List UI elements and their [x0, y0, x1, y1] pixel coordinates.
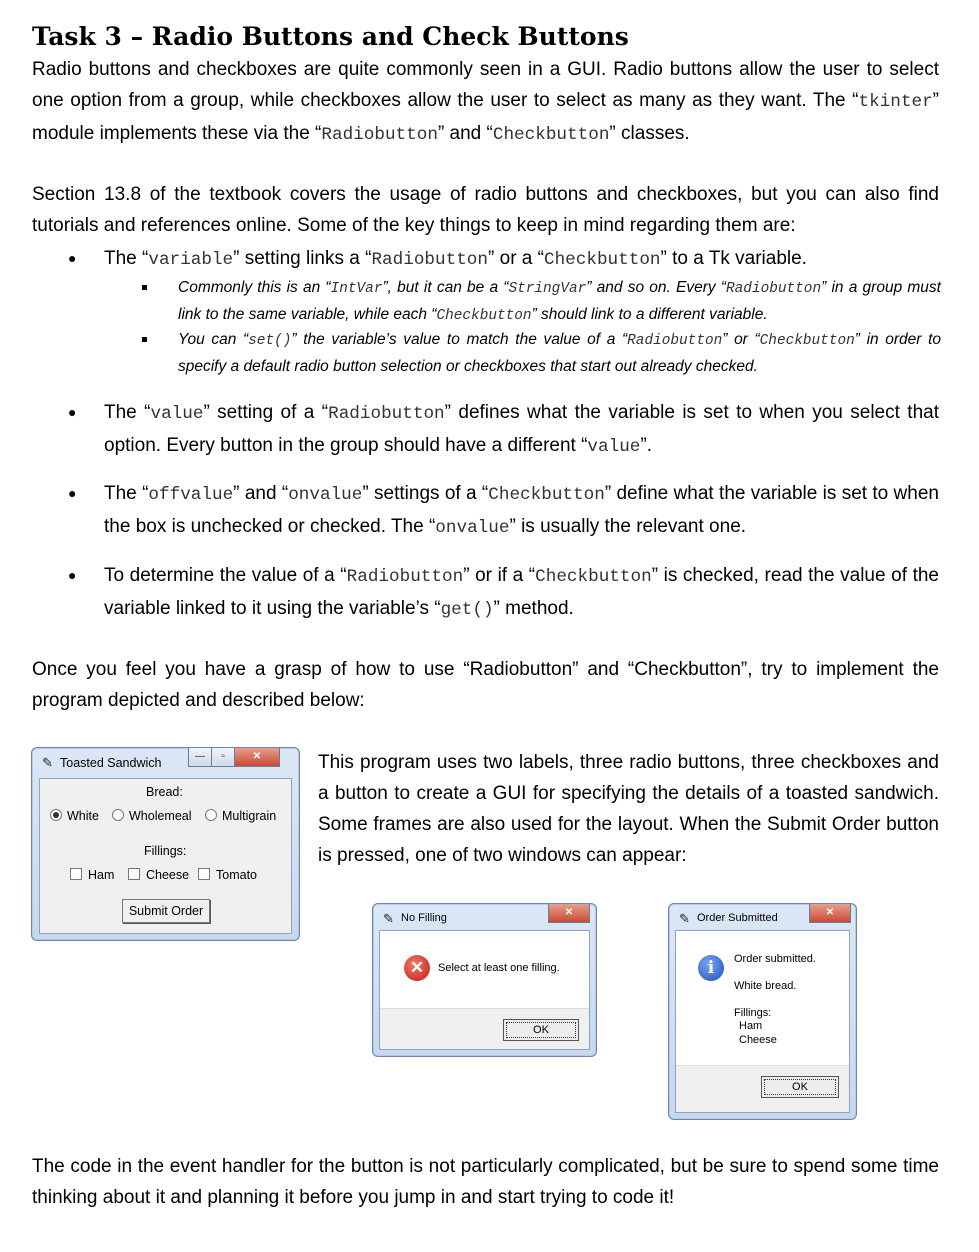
bullet-variable: The “variable” setting links a “Radiobutton” or a “Checkbutton” to a Tk variable. — [104, 248, 807, 270]
toasted-sandwich-window — [31, 747, 300, 941]
bullet-dot: ● — [68, 250, 77, 266]
subbullet-intvar: Commonly this is an “IntVar”, but it can be a “StringVar” and so on. Every “Radiobutton” in a group must link to the same variable, while each “Checkbutton” should link to a different variable. — [178, 279, 941, 324]
dialog-client — [379, 930, 590, 1050]
radio-white[interactable]: White — [50, 809, 99, 823]
window-title: No Filling — [401, 912, 447, 924]
check-ham[interactable]: Ham — [70, 868, 114, 882]
window-client — [39, 778, 292, 934]
dialog-line: White bread. — [734, 980, 797, 992]
text: ” classes. — [609, 123, 690, 144]
bullet-get: To determine the value of a “Radiobutton” or if a “Checkbutton” is checked, read the value of the variable linked to it using the variable’s “get()” method. — [104, 565, 939, 620]
bullet-dot: ● — [68, 485, 77, 501]
checkbox — [70, 868, 82, 880]
subbullet-dot — [142, 337, 147, 342]
subbullet-dot — [142, 285, 147, 290]
closing-paragraph: The code in the event handler for the button is not particularly complicated, but be sure to spend some time thinking about it and planning it before you jump in and start trying to code it! — [32, 1156, 939, 1208]
radio-multigrain[interactable]: Multigrain — [205, 809, 276, 823]
code: tkinter — [858, 92, 933, 112]
ok-button[interactable]: OK — [503, 1019, 579, 1041]
subbullet-set: You can “set()” the variable’s value to match the value of a “Radiobutton” or “Checkbutton” in order to specify a default radio button selection or checkboxes that start out already checked. — [178, 331, 942, 375]
radio-indicator — [205, 809, 217, 821]
bullet-dot: ● — [68, 404, 77, 420]
dialog-message: Select at least one filling. — [438, 962, 560, 974]
code: Checkbutton — [492, 125, 610, 145]
dialog-line: Fillings: — [734, 1007, 772, 1019]
minimize-button[interactable]: — — [188, 748, 212, 767]
submit-order-button[interactable]: Submit Order — [122, 899, 210, 923]
bullet-onoff: The “offvalue” and “onvalue” settings of a “Checkbutton” define what the variable is set to when the box is unchecked or checked. The “onvalue” is usually the relevant one. — [104, 483, 939, 538]
maximize-button[interactable]: ▫ — [211, 748, 235, 767]
page-title: Task 3 – Radio Buttons and Check Buttons — [32, 22, 629, 51]
dialog-line: Ham — [739, 1020, 763, 1032]
info-icon: i — [698, 955, 724, 981]
window-title: Order Submitted — [697, 912, 778, 924]
radio-indicator — [112, 809, 124, 821]
dialog-line: Order submitted. — [734, 953, 816, 965]
text: ” and “ — [437, 123, 493, 144]
intro-paragraph — [32, 54, 939, 151]
ok-button[interactable]: OK — [761, 1076, 839, 1098]
text: ” module implements these via the “ — [32, 90, 939, 144]
no-filling-window — [372, 903, 597, 1057]
dialog-line: Cheese — [739, 1034, 777, 1046]
program-description: This program uses two labels, three radio buttons, three checkboxes and a button to create a GUI for specifying the details of a toasted sandwich. Some frames are also used for the layout. When the Submit Order button is pressed, one of two windows can appear: — [318, 752, 939, 866]
feather-icon: ✎ — [383, 911, 394, 926]
error-icon: ✕ — [404, 955, 430, 981]
check-tomato[interactable]: Tomato — [198, 868, 257, 882]
bread-label: Bread: — [146, 785, 183, 799]
text: Radio buttons and checkboxes are quite commonly seen in a GUI. Radio buttons allow the user to select one option from a group, while checkboxes allow the user to select as many as they want. The “ — [32, 59, 939, 111]
radio-indicator — [50, 809, 62, 821]
close-button[interactable]: ✕ — [548, 904, 590, 923]
section-paragraph: Section 13.8 of the textbook covers the usage of radio buttons and checkboxes, but you can also find tutorials and references online. Some of the key things to keep in mind regarding them are: — [32, 184, 939, 236]
checkbox — [128, 868, 140, 880]
close-button[interactable]: ✕ — [234, 748, 280, 767]
checkbox — [198, 868, 210, 880]
code: Radiobutton — [321, 125, 438, 145]
fillings-label: Fillings: — [144, 844, 187, 858]
feather-icon: ✎ — [679, 911, 690, 926]
radio-wholemeal[interactable]: Wholemeal — [112, 809, 192, 823]
dialog-client — [675, 930, 850, 1113]
dialog-footer — [380, 1008, 589, 1049]
bullet-value: The “value” setting of a “Radiobutton” defines what the variable is set to when you select that option. Every button in the group should have a different “value”. — [104, 402, 939, 457]
window-title: Toasted Sandwich — [60, 756, 162, 770]
once-paragraph: Once you feel you have a grasp of how to use “Radiobutton” and “Checkbutton”, try to implement the program depicted and described below: — [32, 659, 939, 711]
bullet-dot: ● — [68, 567, 77, 583]
check-cheese[interactable]: Cheese — [128, 868, 189, 882]
feather-icon: ✎ — [42, 755, 53, 770]
close-button[interactable]: ✕ — [809, 904, 851, 923]
dialog-footer — [676, 1065, 849, 1112]
order-submitted-window — [668, 903, 857, 1120]
